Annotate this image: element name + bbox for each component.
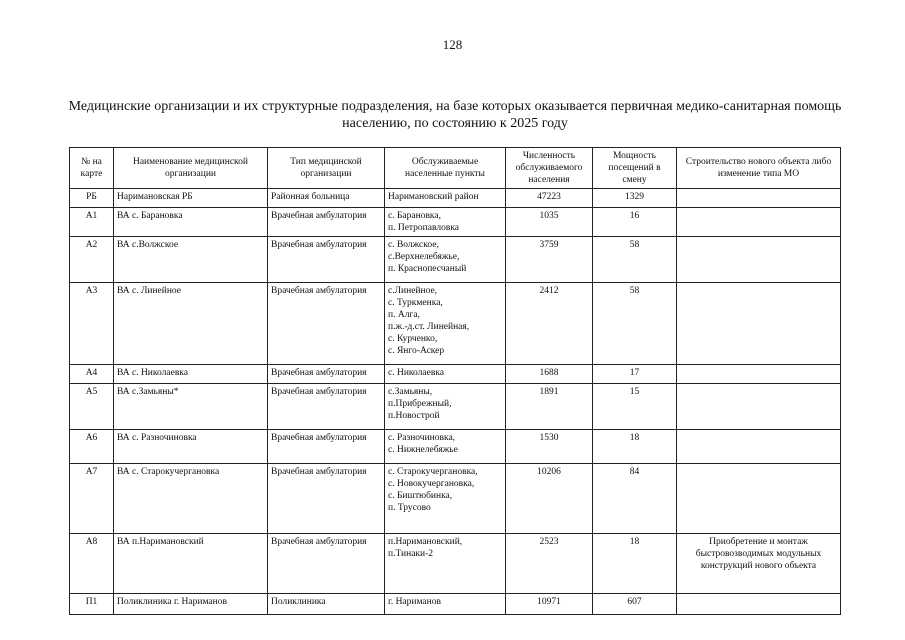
visit-capacity: 18 <box>593 430 677 464</box>
served-places: с. Старокучергановка, с. Новокучергановка, с. Биштюбинка, п. Трусово <box>385 464 506 534</box>
population-count: 3759 <box>506 237 593 283</box>
medical-organizations-table <box>69 147 841 615</box>
row-number: А3 <box>70 283 114 365</box>
population-count: 2412 <box>506 283 593 365</box>
served-places: с. Барановка, п. Петропавловка <box>385 208 506 237</box>
row-number: А4 <box>70 365 114 384</box>
header-cell: Наименование медицинской организации <box>114 148 268 189</box>
row-number: А6 <box>70 430 114 464</box>
population-count: 2523 <box>506 534 593 594</box>
header-cell: Численность обслуживаемого населения <box>506 148 593 189</box>
table-body <box>70 189 841 615</box>
organization-name: ВА с. Старокучергановка <box>114 464 268 534</box>
visit-capacity: 15 <box>593 384 677 430</box>
document-title: Медицинские организации и их структурные подразделения, на базе которых оказывается первичная медико-санитарная помощь населению, по состоянию к 2025 году <box>68 99 842 131</box>
construction-plan: Приобретение и монтаж быстровозводимых модульных конструкций нового объекта <box>677 534 841 594</box>
population-count: 1530 <box>506 430 593 464</box>
visit-capacity: 17 <box>593 365 677 384</box>
organization-name: Наримановская РБ <box>114 189 268 208</box>
header-cell: Строительство нового объекта либо изменение типа МО <box>677 148 841 189</box>
organization-name: ВА с. Барановка <box>114 208 268 237</box>
organization-type: Врачебная амбулатория <box>268 283 385 365</box>
visit-capacity: 16 <box>593 208 677 237</box>
construction-plan <box>677 430 841 464</box>
organization-name: Поликлиника г. Нариманов <box>114 594 268 615</box>
table-row <box>70 365 841 384</box>
header-cell: Обслуживаемые населенные пункты <box>385 148 506 189</box>
visit-capacity: 58 <box>593 283 677 365</box>
population-count: 10971 <box>506 594 593 615</box>
row-number: П1 <box>70 594 114 615</box>
table-row <box>70 283 841 365</box>
served-places: с. Разночиновка, с. Нижнелебяжье <box>385 430 506 464</box>
row-number: А8 <box>70 534 114 594</box>
construction-plan <box>677 594 841 615</box>
visit-capacity: 1329 <box>593 189 677 208</box>
construction-plan <box>677 237 841 283</box>
served-places: с. Волжское, с.Верхнелебяжье, п. Краснопесчаный <box>385 237 506 283</box>
row-number: РБ <box>70 189 114 208</box>
population-count: 1035 <box>506 208 593 237</box>
visit-capacity: 58 <box>593 237 677 283</box>
served-places: п.Наримановский, п.Тинаки-2 <box>385 534 506 594</box>
table-header-row <box>70 148 841 189</box>
organization-type: Врачебная амбулатория <box>268 464 385 534</box>
served-places: г. Нариманов <box>385 594 506 615</box>
organization-name: ВА п.Наримановский <box>114 534 268 594</box>
row-number: А7 <box>70 464 114 534</box>
table-row <box>70 237 841 283</box>
visit-capacity: 18 <box>593 534 677 594</box>
organization-name: ВА с. Разночиновка <box>114 430 268 464</box>
construction-plan <box>677 208 841 237</box>
table-row <box>70 534 841 594</box>
visit-capacity: 607 <box>593 594 677 615</box>
organization-name: ВА с. Линейное <box>114 283 268 365</box>
construction-plan <box>677 384 841 430</box>
row-number: А2 <box>70 237 114 283</box>
organization-name: ВА с.Волжское <box>114 237 268 283</box>
row-number: А1 <box>70 208 114 237</box>
organization-type: Поликлиника <box>268 594 385 615</box>
construction-plan <box>677 189 841 208</box>
organization-type: Врачебная амбулатория <box>268 237 385 283</box>
table-row <box>70 189 841 208</box>
organization-type: Врачебная амбулатория <box>268 534 385 594</box>
organization-name: ВА с.Замьяны* <box>114 384 268 430</box>
table-row <box>70 430 841 464</box>
organization-type: Врачебная амбулатория <box>268 430 385 464</box>
served-places: Наримановский район <box>385 189 506 208</box>
visit-capacity: 84 <box>593 464 677 534</box>
organization-type: Врачебная амбулатория <box>268 365 385 384</box>
header-cell: Тип медицинской организации <box>268 148 385 189</box>
row-number: А5 <box>70 384 114 430</box>
table-row <box>70 384 841 430</box>
construction-plan <box>677 464 841 534</box>
population-count: 47223 <box>506 189 593 208</box>
construction-plan <box>677 365 841 384</box>
population-count: 1891 <box>506 384 593 430</box>
table-row <box>70 464 841 534</box>
served-places: с.Замьяны, п.Прибрежный, п.Новострой <box>385 384 506 430</box>
table-row <box>70 208 841 237</box>
page-number: 128 <box>442 37 463 52</box>
served-places: с. Николаевка <box>385 365 506 384</box>
header-cell: Мощность посещений в смену <box>593 148 677 189</box>
organization-type: Районная больница <box>268 189 385 208</box>
table-row <box>70 594 841 615</box>
served-places: с.Линейное, с. Туркменка, п. Алга, п.ж.-д.ст. Линейная, с. Курченко, с. Янго-Аскер <box>385 283 506 365</box>
organization-type: Врачебная амбулатория <box>268 208 385 237</box>
header-cell: № на карте <box>70 148 114 189</box>
organization-type: Врачебная амбулатория <box>268 384 385 430</box>
organization-name: ВА с. Николаевка <box>114 365 268 384</box>
construction-plan <box>677 283 841 365</box>
population-count: 10206 <box>506 464 593 534</box>
population-count: 1688 <box>506 365 593 384</box>
